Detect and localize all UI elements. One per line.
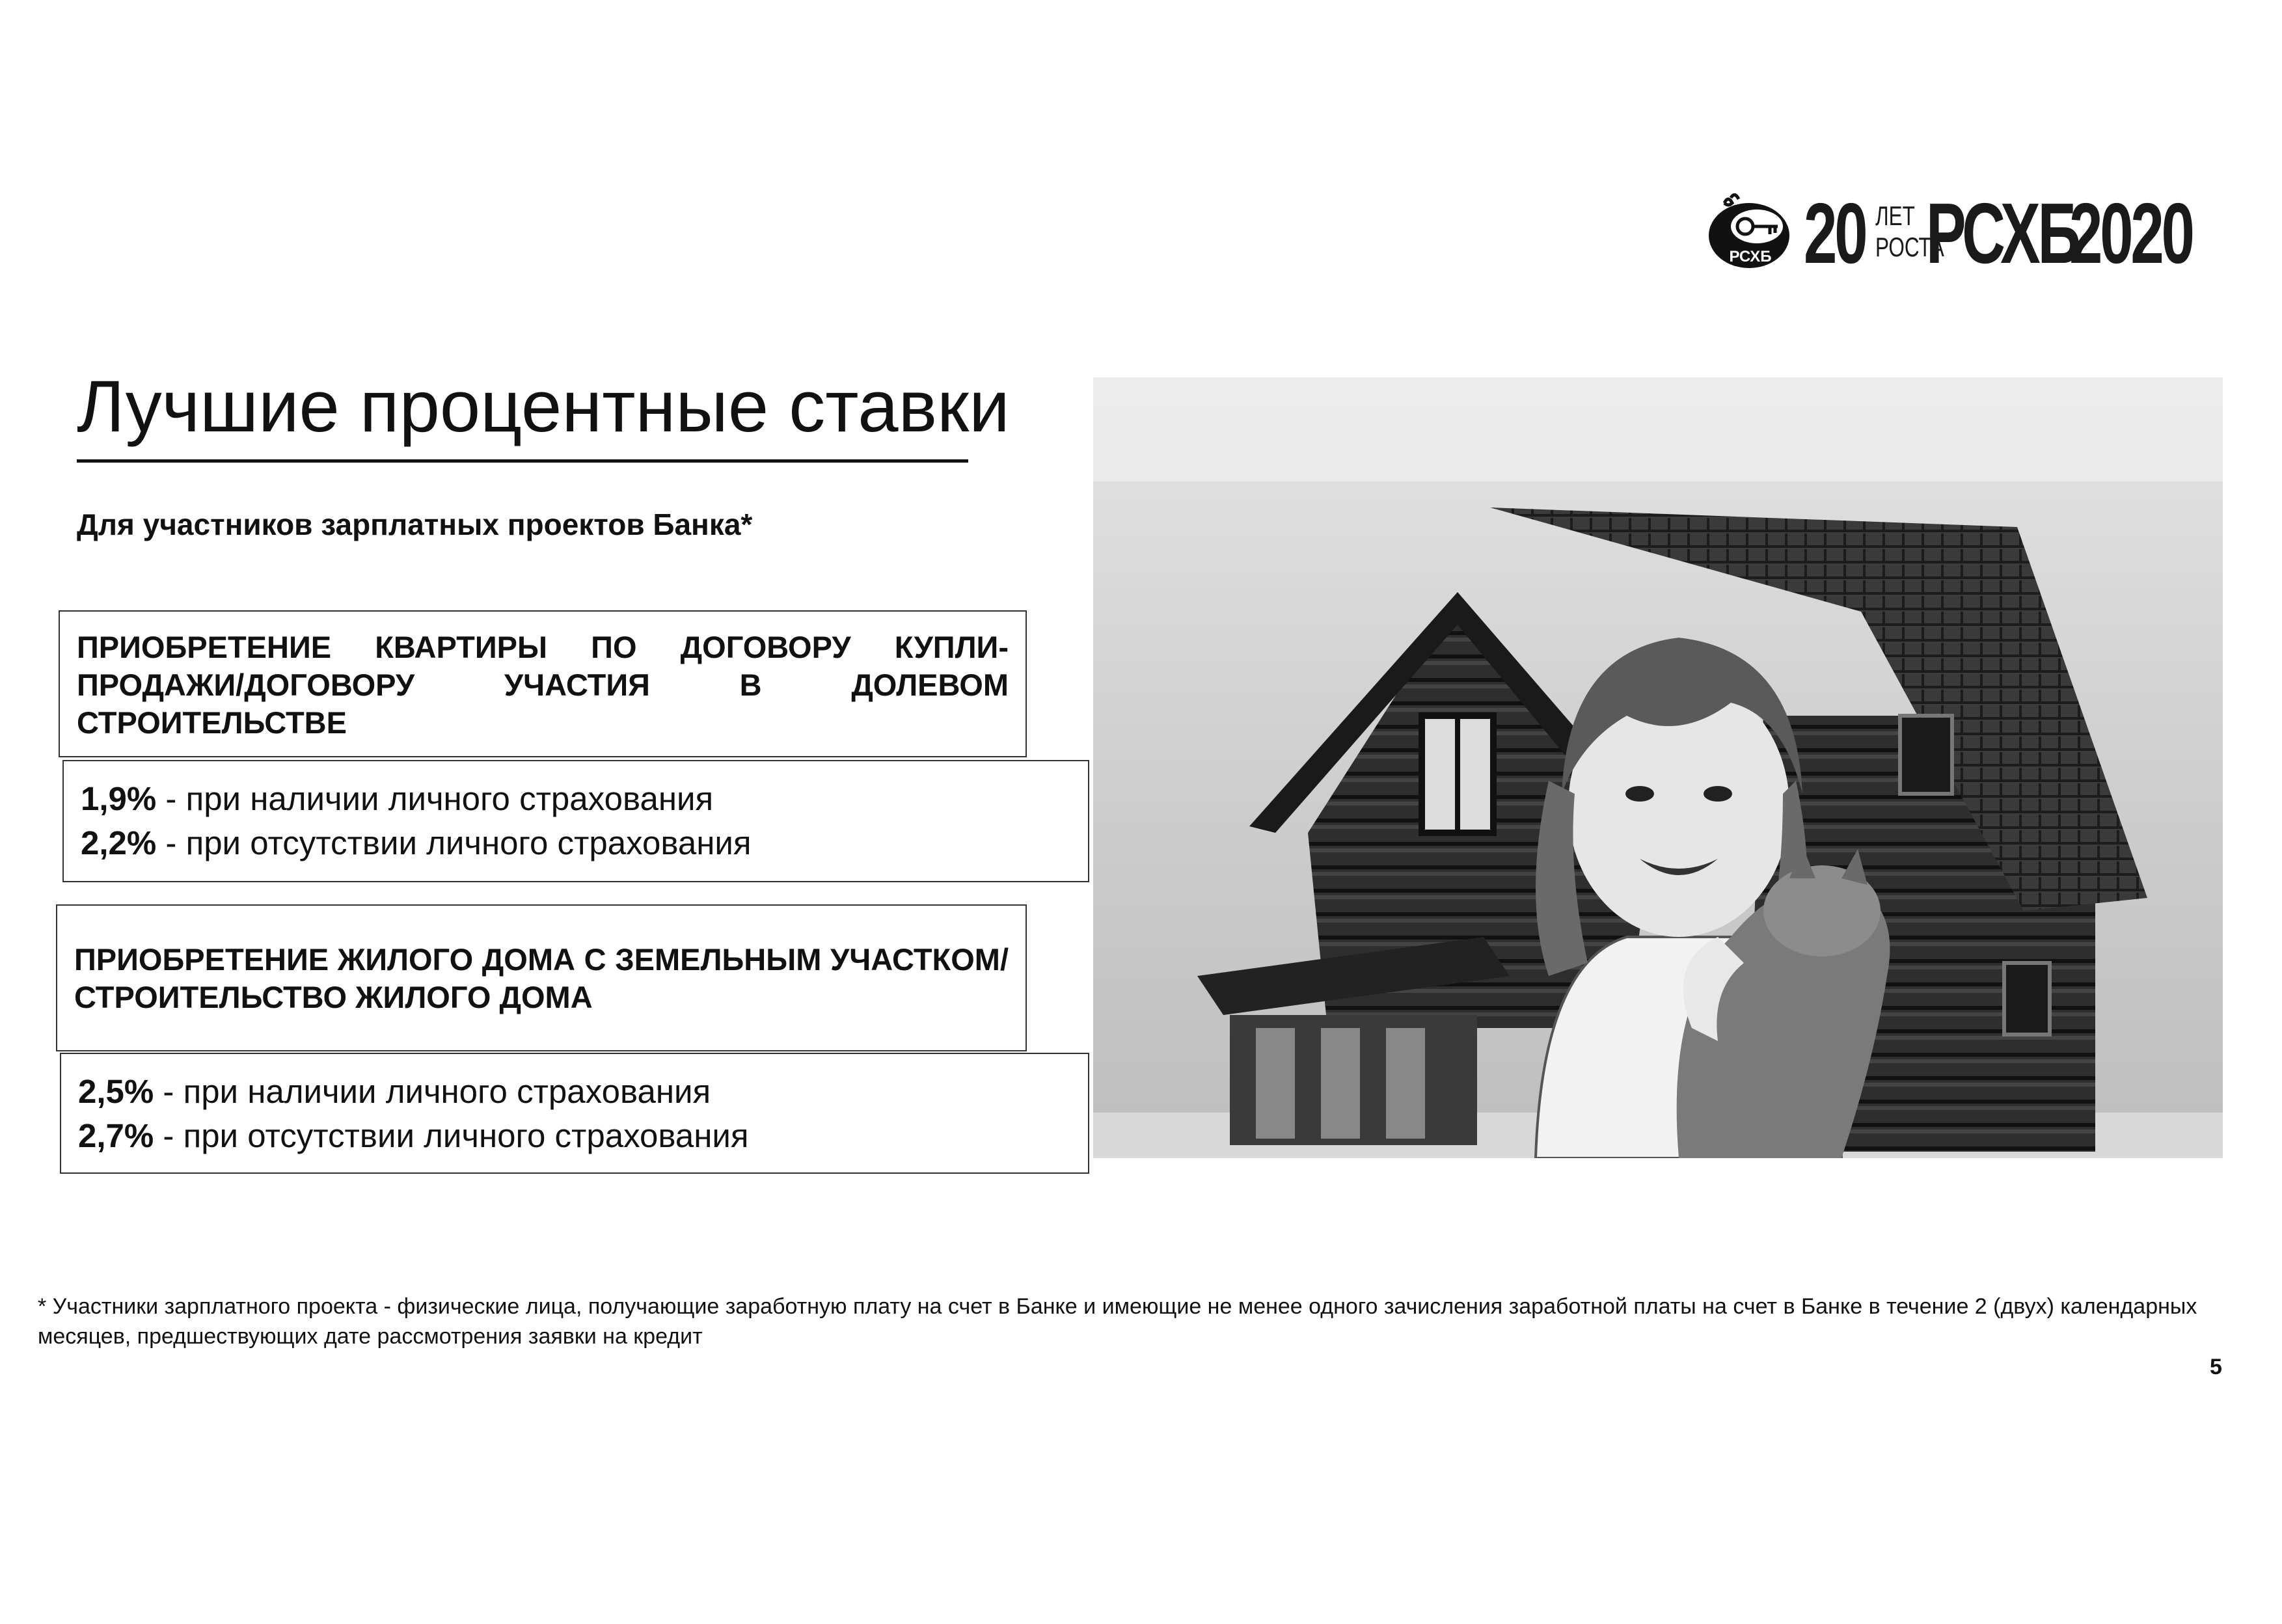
- house-and-girl-photo: [1093, 377, 2223, 1158]
- rshb-anniversary-logo: [1705, 185, 2219, 281]
- logo-let: ЛЕТ: [1875, 200, 1915, 231]
- page-number: 5: [2210, 1355, 2222, 1379]
- footnote: * Участники зарплатного проекта - физические лица, получающие заработную плату на счет в Банке и имеющие не менее одного зачисления заработной платы на счет в Банке в течение 2 (двух) календарных месяцев, предшествующих дате рассмотрения заявки на кредит: [38, 1294, 2197, 1349]
- title-underline: [77, 459, 968, 463]
- section-heading-apartment: ПРИОБРЕТЕНИЕ КВАРТИРЫ ПО ДОГОВОРУ КУПЛИ-ПРОДАЖИ/ДОГОВОРУ УЧАСТИЯ В ДОЛЕВОМ СТРОИТЕЛЬСТВЕ: [59, 610, 1027, 757]
- logo-year: 2020: [2069, 185, 2192, 281]
- rate-line: [81, 777, 1071, 821]
- rates-box-house: [60, 1053, 1089, 1174]
- rate-description: - при отсутствии личного страхования: [156, 824, 752, 861]
- logo-years-label: [1875, 200, 1944, 263]
- rate-description: - при отсутствии личного страхования: [154, 1117, 749, 1154]
- page-title: Лучшие процентные ставки: [77, 366, 1010, 447]
- logo-years-number: 20: [1804, 185, 1866, 281]
- rate-value: 2,5%: [78, 1073, 154, 1110]
- rate-description: - при наличии личного страхования: [156, 780, 714, 817]
- emblem-text: РСХБ: [1729, 248, 1772, 265]
- section-heading-house: ПРИОБРЕТЕНИЕ ЖИЛОГО ДОМА С ЗЕМЕЛЬНЫМ УЧАСТКОМ/СТРОИТЕЛЬСТВО ЖИЛОГО ДОМА: [56, 904, 1027, 1051]
- rate-value: 2,7%: [78, 1117, 154, 1154]
- rshb-emblem-icon: [1705, 189, 1802, 280]
- rate-value: 2,2%: [81, 824, 157, 861]
- rate-value: 1,9%: [81, 780, 157, 817]
- rate-line: [78, 1114, 1071, 1158]
- logo-rosta: РОСТА: [1875, 232, 1944, 262]
- rate-description: - при наличии личного страхования: [154, 1073, 711, 1110]
- rate-line: [78, 1070, 1071, 1114]
- logo-brand: РСХБ: [1926, 185, 2078, 281]
- subtitle: Для участников зарплатных проектов Банка*: [77, 508, 753, 541]
- rates-box-apartment: [62, 760, 1089, 882]
- rate-line: [81, 821, 1071, 865]
